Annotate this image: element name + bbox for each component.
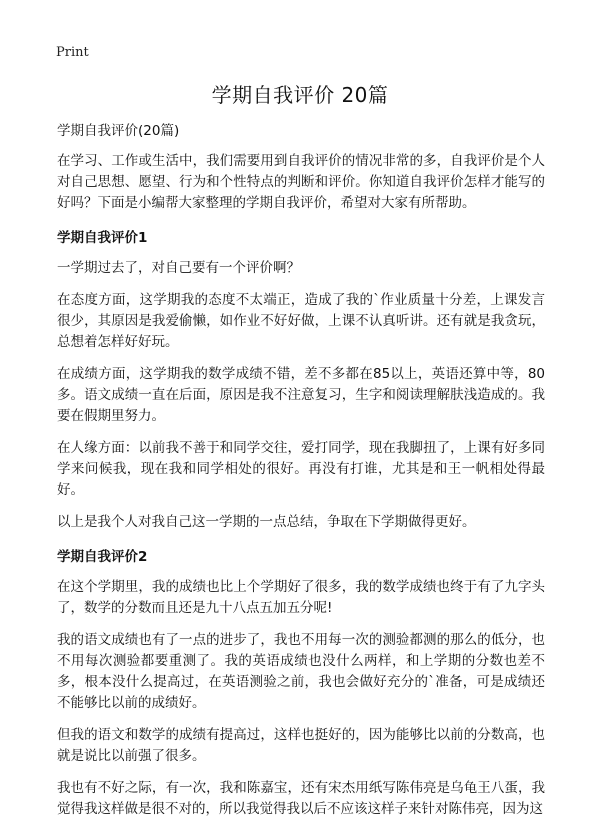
document-subtitle: 学期自我评价(20篇): [57, 123, 180, 139]
section-heading: 学期自我评价1: [57, 230, 148, 246]
section-paragraph: 在成绩方面，这学期我的数学成绩不错，差不多都在85以上，英语还算中等，80多。语文成绩一直在后面，原因是我不注意复习，生字和阅读理解肤浅造成的。我要在假期里努力。: [57, 366, 545, 424]
section-paragraph: 一学期过去了，对自己要有一个评价啊？: [57, 260, 300, 276]
section-1: [57, 228, 545, 533]
section-paragraph: 我的语文成绩也有了一点的进步了，我也不用每一次的测验都测的那么的低分，也不用每次测验都要重测了。我的英语成绩也没什么两样，和上学期的分数也差不多，根本没什么提高过，在英语测验之前，我也会做好充分的`准备，可是成绩还不能够比以前的成绩好。: [57, 632, 545, 711]
print-link[interactable]: Print: [56, 45, 89, 60]
section-paragraph: 我也有不好之际，有一次，我和陈嘉宝，还有宋杰用纸写陈伟亮是乌龟王八蛋，我觉得我这样做是很不对的，所以我觉得我以后不应该这样子来针对陈伟亮，因为这: [57, 780, 545, 817]
document-title: 学期自我评价 20篇: [211, 83, 389, 107]
section-heading: 学期自我评价2: [57, 549, 148, 565]
section-paragraph: 在态度方面，这学期我的态度不太端正，造成了我的`作业质量十分差，上课发言很少，其原因是我爱偷懒，如作业不好好做，上课不认真听讲。还有就是我贪玩，总想着怎样好好玩。: [57, 292, 545, 350]
intro-paragraph: 在学习、工作或生活中，我们需要用到自我评价的情况非常的多，自我评价是个人对自己思想、愿望、行为和个性特点的判断和评价。你知道自我评价怎样才能写的好吗？下面是小编帮大家整理的学期自我评价，希望对大家有所帮助。: [57, 153, 545, 211]
section-paragraph: 在人缘方面：以前我不善于和同学交往，爱打同学，现在我脚扭了，上课有好多同学来问候我，现在我和同学相处的很好。再没有打谁，尤其是和王一帆相处得最好。: [57, 440, 545, 498]
section-paragraph: 在这个学期里，我的成绩也比上个学期好了很多，我的数学成绩也终于有了九字头了，数学的分数而且还是九十八点五加五分呢!: [57, 579, 545, 616]
section-2: [57, 547, 545, 820]
section-paragraph: 但我的语文和数学的成绩有提高过，这样也挺好的，因为能够比以前的分数高，也就是说比以前强了很多。: [57, 727, 545, 764]
document-body: [57, 121, 545, 828]
section-paragraph: 以上是我个人对我自己这一学期的一点总结，争取在下学期做得更好。: [57, 514, 476, 530]
